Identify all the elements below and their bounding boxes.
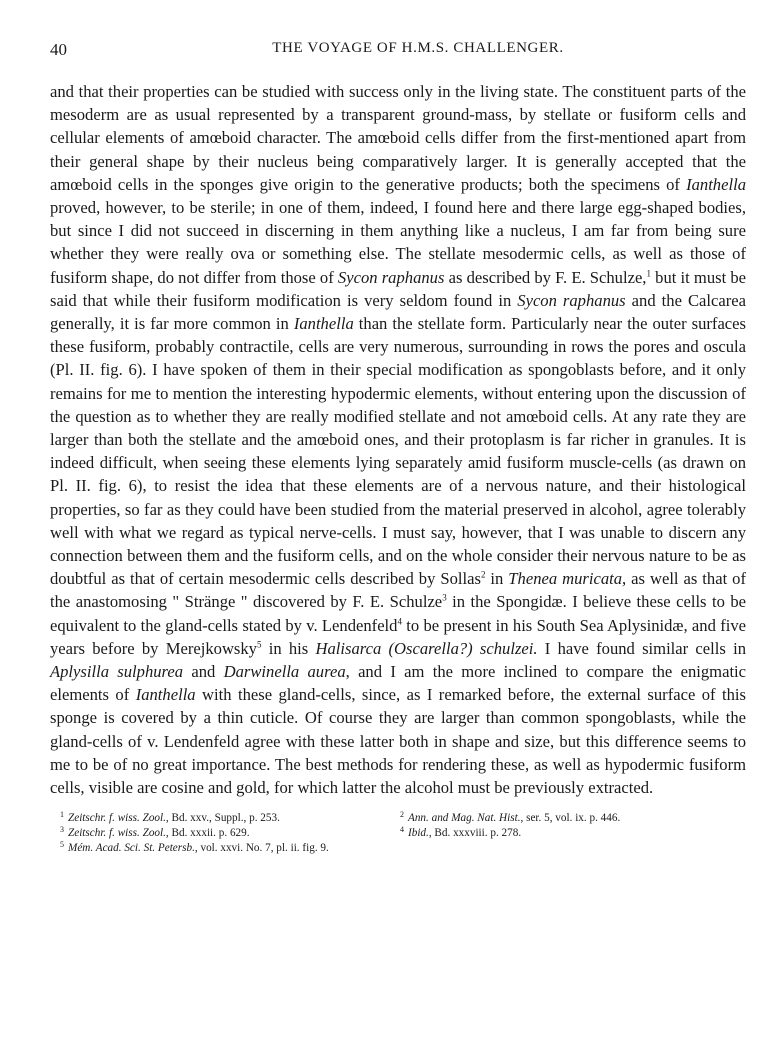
running-title: THE VOYAGE OF H.M.S. CHALLENGER. xyxy=(272,40,564,56)
footnote-ref: 5 xyxy=(256,639,262,650)
footnote-ref-text: , Bd. xxxii. p. 629. xyxy=(165,827,250,840)
taxon-name: Sycon raphanus xyxy=(517,290,626,310)
footnote-journal: Mém. Acad. Sci. St. Petersb. xyxy=(68,842,195,855)
text-run: than the stellate form. Particularly near the outer surfaces these fusiform, probably contractile, cells are very numerous, surrounding in rows the pores and oscula (Pl. II. fig. 6). I have spoken of them in their special modification as spongoblasts before, and it only remains for me to mention the interesting hypodermic elements, without entering upon the discussion of the question as to whether they are really modified stellate and not amœboid cells. At any rate they are larger than both the stellate and the amœboid ones, and their protoplasm is far richer in granules. It is indeed difficult, when seeing these elements lying separately amid fusiform muscle-cells (as drawn on Pl. II. fig. 6), to resist the idea that these elements are of a nervous nature, and their histological properties, so far as they could have been studied from the material preserved in alcohol, agree tolerably well with what we regard as typical nerve-cells. I must say, however, that I was unable to discern any connection between them and the fusiform cells, and on the whole consider their nervous nature to be as doubtful as that of certain mesodermic cells described by Sollas xyxy=(50,314,746,589)
footnote-row xyxy=(50,826,746,841)
footnote-3 xyxy=(50,826,390,841)
text-run: and xyxy=(183,662,224,682)
footnote-ref: 1 xyxy=(646,268,651,279)
text-run: with these gland-cells, since, as I remarked before, the external surface of this sponge is covered by a thin cuticle. Of course they are larger than common spongoblasts, while the gland-cells of v. Lendenfeld agree with these latter both in shape and size, but this difference seems to me to be of no great importance. The best methods for rendering these, as well as hypodermic fusiform cells, visible are cosine and gold, for which latter the alcohol must be previously extracted. xyxy=(50,685,746,798)
taxon-name: Halisarca (Oscarella?) schulzei. xyxy=(315,638,538,658)
footnote-journal: Ibid. xyxy=(408,827,429,840)
taxon-name: Aplysilla sulphurea xyxy=(50,662,184,682)
footnote-ref: 4 xyxy=(397,616,402,627)
text-run: in his xyxy=(261,638,316,658)
footnote-ref-text: , Bd. xxv., Suppl., p. 253. xyxy=(165,812,280,825)
text-run: but it must be said that while their fusiform modification is very seldom found in xyxy=(50,267,747,310)
footnote-ref-text: , ser. 5, vol. ix. p. 446. xyxy=(520,812,621,825)
footnote-journal: Zeitschr. f. wiss. Zool. xyxy=(68,827,166,840)
page-number: 40 xyxy=(50,40,67,59)
text-run: and the Calcarea generally, it is far more common in xyxy=(50,290,746,334)
page-header xyxy=(50,40,746,66)
taxon-name: Sycon raphanus xyxy=(337,267,445,287)
taxon-name: Thenea muricata xyxy=(508,569,623,589)
footnote-mark: 3 xyxy=(60,824,64,834)
text-run: proved, however, to be sterile; in one of them, indeed, I found here and there large egg-shaped bodies, but since I did not succeed in discerning in them anything like a nucleus, I am far from being sure whether they were really ova or something else. The stellate mesodermic cells, as well as those of fusiform shape, do not differ from those of xyxy=(50,198,746,287)
footnote-row xyxy=(50,811,746,826)
footnote-2 xyxy=(390,811,620,826)
text-run: , and I am the more inclined to compare the enigmatic elements of xyxy=(50,662,747,705)
footnote-ref-text: , vol. xxvi. No. 7, pl. ii. fig. 9. xyxy=(194,842,329,855)
footnote-ref: 2 xyxy=(480,569,486,580)
text-run: I have found similar cells in xyxy=(537,638,746,658)
taxon-name: Darwinella aurea xyxy=(223,662,346,682)
footnote-ref-text: , Bd. xxxviii. p. 278. xyxy=(428,827,522,840)
text-run: , as well as that of the anastomosing " Stränge " discovered by F. E. Schulze xyxy=(50,569,746,612)
text-run: to be present in his South Sea Aplysinidæ, and five years before by Merejkowsky xyxy=(50,615,746,658)
text-run: in the Spongidæ. I believe these cells to be equivalent to the gland-cells stated by v. Lendenfeld xyxy=(50,592,746,635)
footnote-journal: Zeitschr. f. wiss. Zool. xyxy=(68,812,166,825)
footnotes xyxy=(50,811,746,856)
footnote-mark: 1 xyxy=(60,809,64,819)
text-run: in xyxy=(485,569,509,589)
footnote-mark: 4 xyxy=(400,824,404,834)
taxon-name: Ianthella xyxy=(293,314,354,334)
taxon-name: Ianthella xyxy=(686,174,746,194)
footnote-mark: 5 xyxy=(60,839,64,849)
body-paragraph xyxy=(50,80,746,799)
taxon-name: Ianthella xyxy=(135,685,196,705)
footnote-ref: 3 xyxy=(442,592,447,603)
text-run: and that their properties can be studied with success only in the living state. The constituent parts of the mesoderm are as usual represented by a transparent ground-mass, by stellate or fusiform cells and cellular elements of amœboid character. The amœboid cells differ from the first-mentioned apart from their general shape by their nucleus being comparatively larger. It is generally accepted that the amœboid cells in the sponges give origin to the generative products; both the specimens of xyxy=(50,82,746,194)
footnote-journal: Ann. and Mag. Nat. Hist. xyxy=(408,812,521,825)
footnote-1 xyxy=(50,811,390,826)
footnote-4 xyxy=(390,826,521,841)
footnote-5 xyxy=(50,841,329,856)
text-run: as described by F. E. Schulze, xyxy=(444,267,647,287)
footnote-mark: 2 xyxy=(400,809,404,819)
footnote-row xyxy=(50,841,746,856)
